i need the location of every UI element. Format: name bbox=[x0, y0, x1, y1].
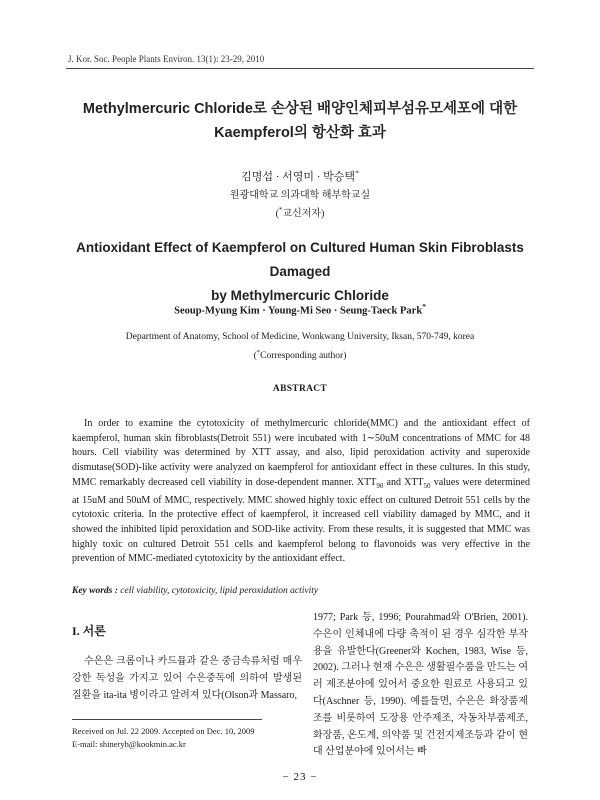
footnote-rule bbox=[72, 719, 262, 720]
corresponding-mark: * bbox=[355, 168, 359, 178]
footnote-email: E-mail: shineryh@kookmin.ac.kr bbox=[72, 739, 186, 749]
english-affiliation-line-1: Department of Anatomy, School of Medicine, Wonkwang University, Iksan, 570-749, korea bbox=[125, 332, 475, 342]
body-text-left-column: 수은은 크롬이나 카드뮴과 같은 중금속류처럼 매우 강한 독성을 가지고 있어 수은중독에 의하여 발생된 질환을 ita-ita 병이라고 알려져 있다(Olson과 Massaro, bbox=[72, 656, 302, 701]
korean-affiliation-line-1: 원광대학교 의과대학 해부학교실 bbox=[229, 190, 371, 201]
journal-reference: J. Kor. Soc. People Plants Environ. 13(1): 23-29, 2010 bbox=[68, 54, 265, 64]
header-rule bbox=[66, 68, 534, 69]
korean-affiliation bbox=[0, 188, 600, 221]
keywords bbox=[72, 586, 318, 596]
keywords-text: cell viability, cytotoxicity, lipid peroxidation activity bbox=[117, 586, 319, 596]
korean-title-line-1: Methylmercuric Chloride로 손상된 배양인체피부섬유모세포에 대한 bbox=[82, 101, 518, 117]
page-number: − 23 − bbox=[282, 771, 318, 783]
abstract-heading: ABSTRACT bbox=[272, 384, 328, 394]
english-affiliation-line-2: (*Corresponding author) bbox=[253, 349, 347, 362]
english-title-line-2: by Methylmercuric Chloride bbox=[211, 288, 389, 303]
english-author-names: Seoup-Myung Kim · Young-Mi Seo · Seung-Taeck Park bbox=[174, 305, 423, 317]
body-text-right-column: 1977; Park 등, 1996; Pourahmad와 O'Brien, 2001). 수은이 인체내에 다량 축적이 된 경우 심각한 부작용을 유발한다(Greener와 Kochen, 1983, Wise 등, 2002). 그러나 현재 수은은 생활필수품을 만드는 여러 제조분야에 있어서 중요한 원료로 사용되고 있다(Aschner 등, 1990). 예를들면, 수은은 화장품제조를 비롯하여 도장용 안주제조, 자동차부품제조, 화장품, 온도계, 의약품 및 건전지제조등과 같이 현대 산업분야에 있어서는 빠 bbox=[313, 612, 528, 758]
korean-authors bbox=[0, 168, 600, 184]
section-heading-introduction: I. 서론 bbox=[72, 624, 106, 638]
korean-title-line-2: Kaempferol의 항산화 효과 bbox=[214, 125, 386, 141]
korean-title bbox=[60, 97, 540, 145]
korean-affiliation-line-2: (*교신저자) bbox=[275, 206, 325, 220]
footnote-received: Received on Jul. 22 2009. Accepted on Dec. 10, 2009 bbox=[72, 726, 255, 736]
keywords-label: Key words : bbox=[72, 586, 118, 596]
english-affiliation bbox=[0, 330, 600, 364]
english-title bbox=[60, 236, 540, 308]
abstract-text: In order to examine the cytotoxicity of methylmercuric chloride(MMC) and the antioxidant effect of kaempferol, human skin fibroblasts(Detroit 551) were incubated with 1∼50uM concentrations of MMC for 48 hours. Cell viability was determined by XTT assay, and also, lipid peroxidation activity and superoxide dismutase(SOD)-like activity were analyzed on kaempferol for antioxidant effect in these cultures. In this study, MMC remarkably decreased cell viability in dose-dependent manner. $XTT_{90}$ and $XTT_{50}$ values were determined at 15uM and 50uM of MMC, respectively. MMC showed highly toxic effect on cultured Detroit 551 cells by the cytotoxic criteria. In the protective effect of kaempferol, it increased cell viability damaged by MMC, and it showed the inhibited lipid peroxidation and SOD-like activity. From these results, it is suggested that MMC was highly toxic on cultured Detroit 551 cells and kaempferol belong to flavonoids was very effective in the prevention of MMC-mediated cytotoxicity by the antioxidant effect. bbox=[72, 418, 530, 565]
footnote bbox=[72, 725, 254, 751]
english-authors bbox=[0, 302, 600, 317]
korean-author-names: 김명섭 · 서영미 · 박승택 bbox=[241, 171, 356, 183]
english-title-line-1: Antioxidant Effect of Kaempferol on Cultured Human Skin Fibroblasts Damaged bbox=[76, 240, 524, 279]
corresponding-mark-en: * bbox=[422, 302, 426, 311]
